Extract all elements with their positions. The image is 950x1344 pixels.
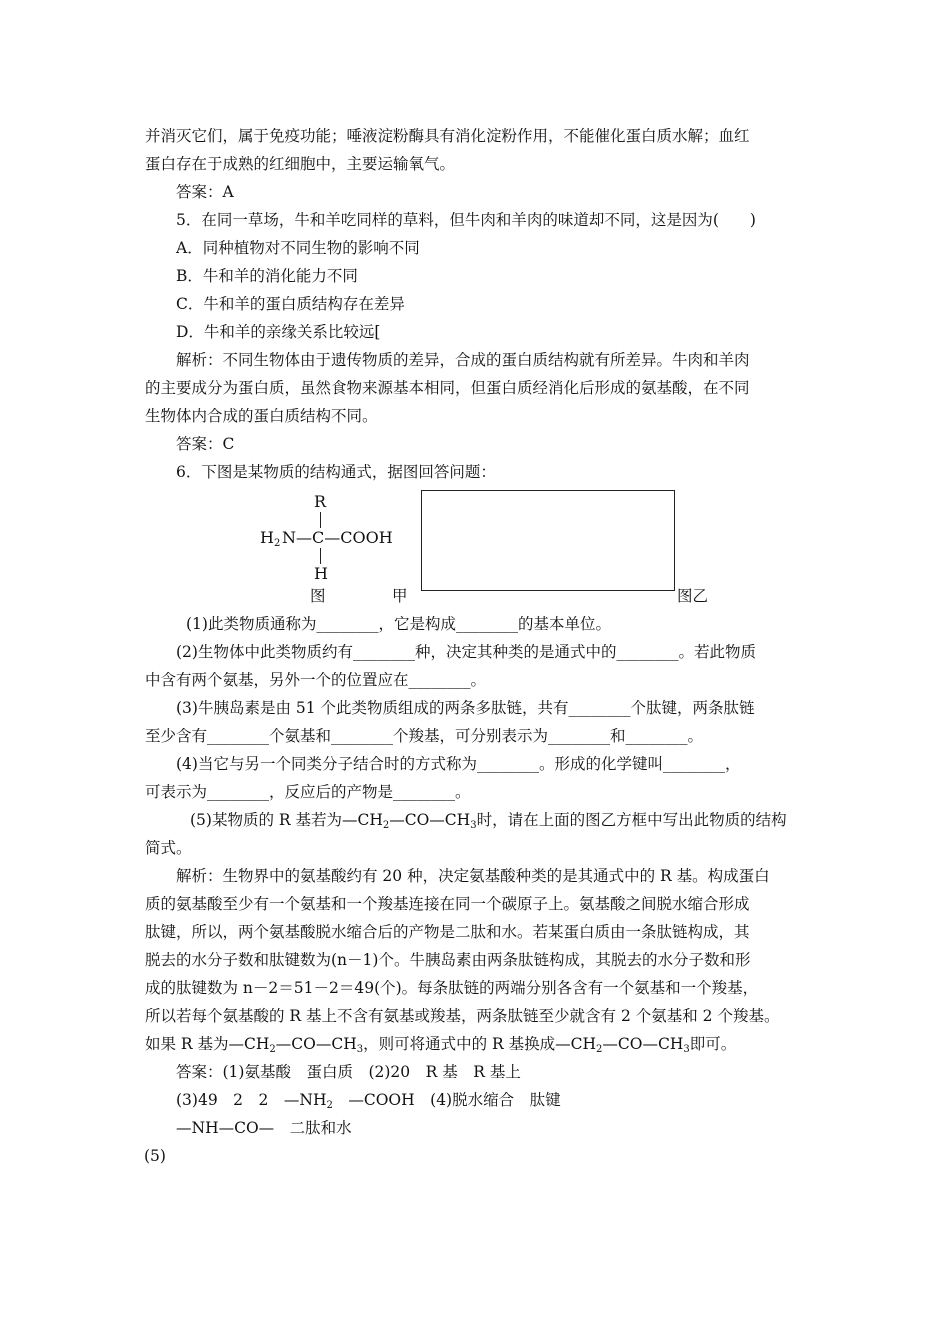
q6-part-3b: 至少含有________个氨基和________个羧基，可分别表示为________和________。: [145, 727, 704, 745]
q6-part-4a: (4)当它与另一个同类分子结合时的方式称为________。形成的化学键叫________，: [176, 755, 741, 773]
formula-r-group: R: [314, 492, 327, 511]
q6-answer-2: (3)49 2 2 $—NH_2$ —COOH (4)脱水缩合 肽键: [176, 1091, 561, 1111]
q6-analysis-7: 如果 R 基为$—CH_2—CO—CH_3$，则可将通式中的 R 基换成$—CH_2—CO—CH_3$即可。: [145, 1035, 737, 1055]
formula-main-chain: N—C—COOH: [282, 528, 393, 547]
q6-analysis-6: 所以若每个氨基酸的 R 基上不含有氨基或羧基，两条肽链至少就含有 2 个氨基和 2 个羧基。: [145, 1007, 780, 1025]
q5-answer: 答案：C: [176, 435, 235, 453]
intro-answer: 答案：A: [176, 183, 234, 201]
q6-part-4b: 可表示为________，反应后的产物是________。: [145, 783, 471, 801]
q5-analysis-3: 生物体内合成的蛋白质结构不同。: [145, 407, 378, 425]
intro-line-1: 并消灭它们，属于免疫功能；唾液淀粉酶具有消化淀粉作用，不能催化蛋白质水解；血红: [145, 127, 750, 145]
q6-part-3a: (3)牛胰岛素是由 51 个此类物质组成的两条多肽链，共有________个肽键，两条肽链: [176, 699, 755, 717]
fig-jia-label-right: 甲: [392, 587, 408, 605]
q6-part-1: (1)此类物质通称为________，它是构成________的基本单位。: [186, 615, 611, 633]
q5-analysis-2: 的主要成分为蛋白质，虽然食物来源基本相同，但蛋白质经消化后形成的氨基酸，在不同: [145, 379, 750, 397]
formula-bond-top: [320, 512, 321, 528]
q6-part-2b: 中含有两个氨基，另外一个的位置应在________。: [145, 671, 487, 689]
q6-analysis-1: 解析：生物界中的氨基酸约有 20 种，决定氨基酸种类的是其通式中的 R 基。构成蛋白: [176, 867, 770, 885]
q6-analysis-4: 脱去的水分子数和肽键数为(n－1)个。牛胰岛素由两条肽链构成，其脱去的水分子数和形: [145, 951, 751, 969]
q6-answer-3: —NH—CO— 二肽和水: [176, 1119, 352, 1137]
q5-option-b: B．牛和羊的消化能力不同: [176, 267, 358, 285]
q6-analysis-5: 成的肽键数为 n－2＝51－2＝49(个)。每条肽链的两端分别各含有一个氨基和一个羧基，: [145, 979, 759, 997]
q5-option-d: D．牛和羊的亲缘关系比较远[: [176, 323, 381, 341]
q6-analysis-2: 质的氨基酸至少有一个氨基和一个羧基连接在同一个碳原子上。氨基酸之间脱水缩合形成: [145, 895, 750, 913]
q6-part-2a: (2)生物体中此类物质约有________种，决定其种类的是通式中的________。若此物质: [176, 643, 756, 661]
q5-option-c: C．牛和羊的蛋白质结构存在差异: [176, 295, 405, 313]
formula-amino-prefix: $H_2$: [260, 528, 281, 549]
q5-analysis-1: 解析：不同生物体由于遗传物质的差异，合成的蛋白质结构就有所差异。牛肉和羊肉: [176, 351, 750, 369]
q6-stem: 6．下图是某物质的结构通式，据图回答问题：: [176, 463, 496, 481]
q5-stem: 5．在同一草场，牛和羊吃同样的草料，但牛肉和羊肉的味道却不同，这是因为( ): [176, 211, 756, 229]
formula-bond-bottom: [320, 548, 321, 564]
amino-acid-structural-formula: [258, 492, 408, 587]
q6-part-5a: (5)某物质的 R 基若为$—CH_2—CO—CH_3$时，请在上面的图乙方框中写出此物质的结构: [190, 811, 787, 831]
figure-yi-answer-box: [421, 490, 675, 591]
q6-answer-1: 答案：(1)氨基酸 蛋白质 (2)20 R 基 R 基上: [176, 1063, 521, 1081]
q6-part-5b: 简式。: [145, 839, 192, 857]
q5-option-a: A．同种植物对不同生物的影响不同: [176, 239, 420, 257]
fig-yi-label: 图乙: [677, 587, 709, 605]
q6-analysis-3: 肽键，所以，两个氨基酸脱水缩合后的产物是二肽和水。若某蛋白质由一条肽链构成，其: [145, 923, 750, 941]
formula-hydrogen: H: [314, 564, 328, 583]
q6-answer-4: (5): [144, 1147, 166, 1165]
intro-line-2: 蛋白存在于成熟的红细胞中，主要运输氧气。: [145, 155, 456, 173]
fig-jia-label-left: 图: [310, 587, 326, 605]
